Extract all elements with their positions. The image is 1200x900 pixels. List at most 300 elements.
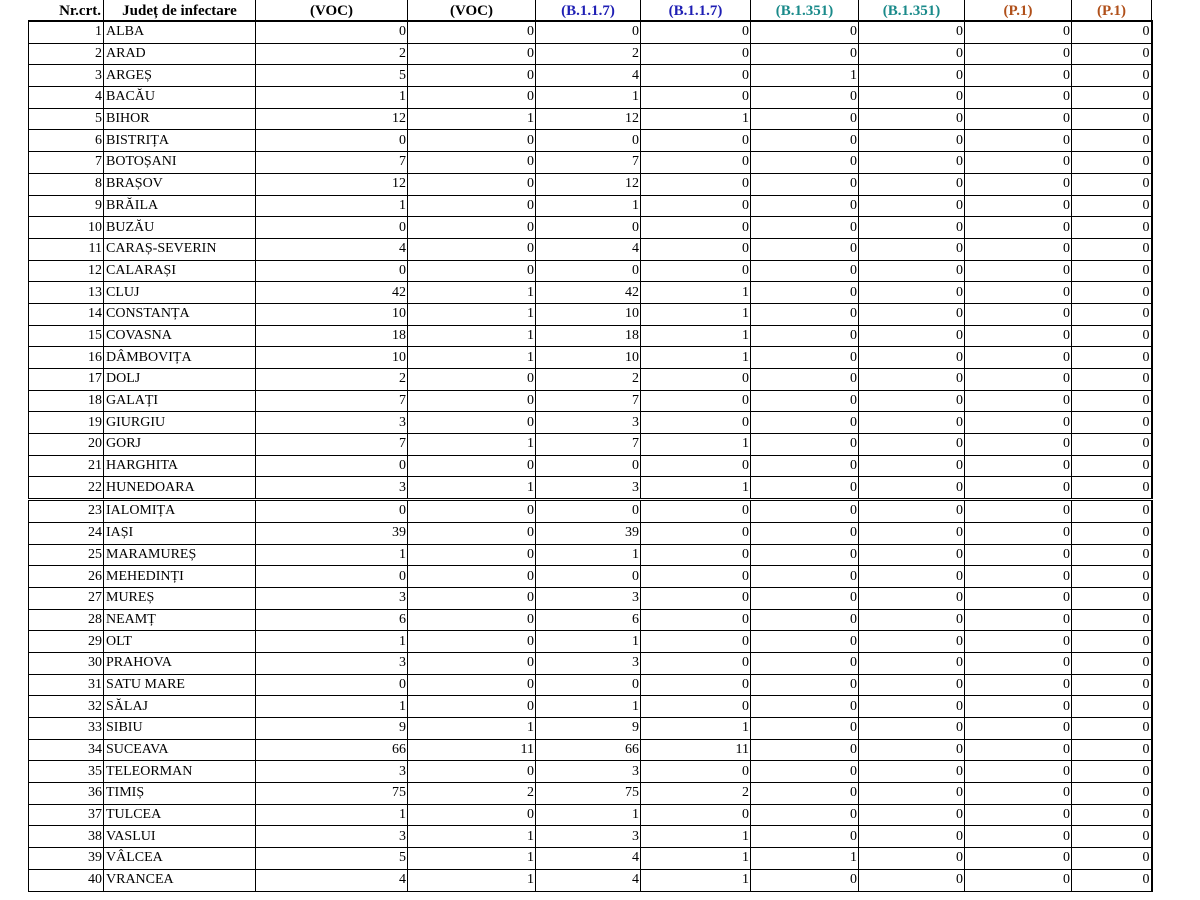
row-number-cell: 30 — [29, 652, 104, 674]
b117-second-cell: 0 — [641, 195, 751, 217]
row-number-cell: 5 — [29, 108, 104, 130]
county-name-cell: BISTRIȚA — [104, 130, 256, 152]
b1351-second-cell: 0 — [859, 434, 965, 456]
voc-second-cell: 0 — [408, 609, 536, 631]
b117-total-cell: 1 — [536, 696, 641, 718]
b117-second-cell: 1 — [641, 108, 751, 130]
b117-total-cell: 7 — [536, 152, 641, 174]
p1-total-cell: 0 — [965, 587, 1072, 609]
p1-second-cell: 0 — [1072, 21, 1152, 43]
voc-second-cell: 1 — [408, 869, 536, 891]
b1351-total-cell: 0 — [751, 455, 859, 477]
b117-second-cell: 1 — [641, 718, 751, 740]
b117-second-cell: 1 — [641, 347, 751, 369]
voc-total-cell: 1 — [256, 804, 408, 826]
p1-total-cell: 0 — [965, 522, 1072, 544]
voc-total-cell: 1 — [256, 195, 408, 217]
b1351-second-cell: 0 — [859, 674, 965, 696]
b1351-total-cell: 0 — [751, 718, 859, 740]
b1351-second-cell: 0 — [859, 761, 965, 783]
county-name-cell: CARAȘ-SEVERIN — [104, 238, 256, 260]
b1351-second-cell: 0 — [859, 652, 965, 674]
p1-total-cell: 0 — [965, 500, 1072, 523]
p1-second-cell: 0 — [1072, 260, 1152, 282]
p1-second-cell: 0 — [1072, 477, 1152, 500]
header-voc-total: (VOC) — [256, 0, 408, 21]
table-row — [29, 369, 1152, 391]
county-name-cell: ARAD — [104, 43, 256, 65]
p1-total-cell: 0 — [965, 152, 1072, 174]
b117-total-cell: 9 — [536, 718, 641, 740]
county-name-cell: SĂLAJ — [104, 696, 256, 718]
voc-second-cell: 1 — [408, 325, 536, 347]
b117-second-cell: 0 — [641, 21, 751, 43]
b1351-second-cell: 0 — [859, 869, 965, 891]
header-b1351-second: (B.1.351) — [859, 0, 965, 21]
p1-total-cell: 0 — [965, 260, 1072, 282]
voc-total-cell: 0 — [256, 21, 408, 43]
table-row — [29, 195, 1152, 217]
b117-second-cell: 0 — [641, 260, 751, 282]
table-row — [29, 783, 1152, 805]
b117-second-cell: 0 — [641, 455, 751, 477]
voc-second-cell: 0 — [408, 130, 536, 152]
header-b117-second: (B.1.1.7) — [641, 0, 751, 21]
b1351-second-cell: 0 — [859, 65, 965, 87]
b1351-total-cell: 0 — [751, 434, 859, 456]
p1-total-cell: 0 — [965, 369, 1072, 391]
b1351-total-cell: 0 — [751, 108, 859, 130]
row-number-cell: 35 — [29, 761, 104, 783]
p1-second-cell: 0 — [1072, 369, 1152, 391]
voc-total-cell: 3 — [256, 587, 408, 609]
voc-second-cell: 0 — [408, 566, 536, 588]
p1-second-cell: 0 — [1072, 652, 1152, 674]
voc-total-cell: 12 — [256, 173, 408, 195]
b1351-second-cell: 0 — [859, 108, 965, 130]
table-row — [29, 848, 1152, 870]
b117-total-cell: 0 — [536, 260, 641, 282]
voc-total-cell: 9 — [256, 718, 408, 740]
voc-total-cell: 3 — [256, 761, 408, 783]
table-row — [29, 869, 1152, 891]
b1351-total-cell: 0 — [751, 522, 859, 544]
table-row — [29, 761, 1152, 783]
p1-total-cell: 0 — [965, 718, 1072, 740]
b1351-second-cell: 0 — [859, 826, 965, 848]
row-number-cell: 40 — [29, 869, 104, 891]
county-name-cell: MARAMUREȘ — [104, 544, 256, 566]
row-number-cell: 23 — [29, 500, 104, 523]
county-name-cell: HARGHITA — [104, 455, 256, 477]
voc-second-cell: 1 — [408, 477, 536, 500]
b1351-second-cell: 0 — [859, 522, 965, 544]
p1-second-cell: 0 — [1072, 696, 1152, 718]
voc-total-cell: 0 — [256, 217, 408, 239]
b1351-total-cell: 0 — [751, 325, 859, 347]
p1-second-cell: 0 — [1072, 238, 1152, 260]
b1351-second-cell: 0 — [859, 500, 965, 523]
voc-second-cell: 0 — [408, 587, 536, 609]
voc-second-cell: 0 — [408, 21, 536, 43]
p1-second-cell: 0 — [1072, 783, 1152, 805]
p1-total-cell: 0 — [965, 826, 1072, 848]
p1-total-cell: 0 — [965, 43, 1072, 65]
voc-total-cell: 4 — [256, 238, 408, 260]
county-name-cell: CALARAȘI — [104, 260, 256, 282]
b117-total-cell: 4 — [536, 65, 641, 87]
b1351-second-cell: 0 — [859, 587, 965, 609]
table-row — [29, 652, 1152, 674]
b1351-second-cell: 0 — [859, 347, 965, 369]
table-row — [29, 347, 1152, 369]
county-name-cell: BUZĂU — [104, 217, 256, 239]
b117-second-cell: 0 — [641, 238, 751, 260]
b1351-second-cell: 0 — [859, 390, 965, 412]
b117-total-cell: 12 — [536, 173, 641, 195]
voc-second-cell: 0 — [408, 390, 536, 412]
b1351-total-cell: 0 — [751, 804, 859, 826]
county-name-cell: BRAȘOV — [104, 173, 256, 195]
county-name-cell: VASLUI — [104, 826, 256, 848]
voc-second-cell: 0 — [408, 43, 536, 65]
b1351-total-cell: 1 — [751, 65, 859, 87]
p1-total-cell: 0 — [965, 696, 1072, 718]
b1351-total-cell: 0 — [751, 696, 859, 718]
p1-total-cell: 0 — [965, 566, 1072, 588]
b1351-total-cell: 1 — [751, 848, 859, 870]
b1351-second-cell: 0 — [859, 152, 965, 174]
row-number-cell: 7 — [29, 152, 104, 174]
row-number-cell: 29 — [29, 631, 104, 653]
b1351-total-cell: 0 — [751, 21, 859, 43]
b117-total-cell: 2 — [536, 43, 641, 65]
header-nr-crt: Nr.crt. — [29, 0, 104, 21]
p1-second-cell: 0 — [1072, 739, 1152, 761]
voc-second-cell: 0 — [408, 152, 536, 174]
table-row — [29, 804, 1152, 826]
b1351-total-cell: 0 — [751, 369, 859, 391]
table-row — [29, 718, 1152, 740]
county-name-cell: IAȘI — [104, 522, 256, 544]
b117-total-cell: 3 — [536, 761, 641, 783]
b1351-second-cell: 0 — [859, 477, 965, 500]
voc-total-cell: 0 — [256, 260, 408, 282]
b117-total-cell: 2 — [536, 369, 641, 391]
row-number-cell: 36 — [29, 783, 104, 805]
voc-total-cell: 75 — [256, 783, 408, 805]
p1-total-cell: 0 — [965, 390, 1072, 412]
table-row — [29, 303, 1152, 325]
b117-second-cell: 0 — [641, 761, 751, 783]
table-row — [29, 587, 1152, 609]
county-name-cell: MUREȘ — [104, 587, 256, 609]
b117-second-cell: 0 — [641, 609, 751, 631]
row-number-cell: 39 — [29, 848, 104, 870]
voc-total-cell: 7 — [256, 434, 408, 456]
table-row — [29, 108, 1152, 130]
b1351-total-cell: 0 — [751, 631, 859, 653]
row-number-cell: 25 — [29, 544, 104, 566]
b117-total-cell: 10 — [536, 303, 641, 325]
b1351-total-cell: 0 — [751, 674, 859, 696]
b117-second-cell: 0 — [641, 566, 751, 588]
b117-total-cell: 0 — [536, 566, 641, 588]
voc-second-cell: 0 — [408, 761, 536, 783]
table-body — [29, 21, 1152, 891]
b1351-total-cell: 0 — [751, 587, 859, 609]
b117-second-cell: 0 — [641, 130, 751, 152]
row-number-cell: 34 — [29, 739, 104, 761]
b1351-second-cell: 0 — [859, 739, 965, 761]
voc-total-cell: 1 — [256, 631, 408, 653]
header-p1-second: (P.1) — [1072, 0, 1152, 21]
row-number-cell: 27 — [29, 587, 104, 609]
p1-total-cell: 0 — [965, 631, 1072, 653]
b117-second-cell: 0 — [641, 522, 751, 544]
county-name-cell: GORJ — [104, 434, 256, 456]
b117-second-cell: 0 — [641, 412, 751, 434]
voc-total-cell: 10 — [256, 347, 408, 369]
table-row — [29, 544, 1152, 566]
voc-total-cell: 1 — [256, 696, 408, 718]
b117-second-cell: 1 — [641, 325, 751, 347]
b1351-second-cell: 0 — [859, 455, 965, 477]
b117-second-cell: 0 — [641, 652, 751, 674]
row-number-cell: 21 — [29, 455, 104, 477]
b1351-total-cell: 0 — [751, 260, 859, 282]
county-name-cell: CLUJ — [104, 282, 256, 304]
voc-second-cell: 2 — [408, 783, 536, 805]
b117-second-cell: 0 — [641, 674, 751, 696]
p1-total-cell: 0 — [965, 195, 1072, 217]
table-row — [29, 434, 1152, 456]
voc-total-cell: 66 — [256, 739, 408, 761]
b117-total-cell: 1 — [536, 544, 641, 566]
b1351-total-cell: 0 — [751, 761, 859, 783]
row-number-cell: 9 — [29, 195, 104, 217]
p1-second-cell: 0 — [1072, 303, 1152, 325]
voc-total-cell: 2 — [256, 369, 408, 391]
voc-total-cell: 0 — [256, 500, 408, 523]
b1351-second-cell: 0 — [859, 260, 965, 282]
p1-second-cell: 0 — [1072, 152, 1152, 174]
header-voc-second: (VOC) — [408, 0, 536, 21]
table-row — [29, 390, 1152, 412]
table-row — [29, 566, 1152, 588]
header-b117-total: (B.1.1.7) — [536, 0, 641, 21]
p1-total-cell: 0 — [965, 65, 1072, 87]
p1-total-cell: 0 — [965, 87, 1072, 109]
b1351-total-cell: 0 — [751, 412, 859, 434]
p1-second-cell: 0 — [1072, 65, 1152, 87]
voc-second-cell: 1 — [408, 434, 536, 456]
b1351-total-cell: 0 — [751, 652, 859, 674]
p1-second-cell: 0 — [1072, 217, 1152, 239]
county-name-cell: BRĂILA — [104, 195, 256, 217]
table-row — [29, 65, 1152, 87]
row-number-cell: 14 — [29, 303, 104, 325]
b117-total-cell: 3 — [536, 652, 641, 674]
b1351-second-cell: 0 — [859, 412, 965, 434]
b117-total-cell: 1 — [536, 631, 641, 653]
b1351-total-cell: 0 — [751, 477, 859, 500]
county-name-cell: BIHOR — [104, 108, 256, 130]
b117-total-cell: 0 — [536, 455, 641, 477]
p1-second-cell: 0 — [1072, 282, 1152, 304]
b117-second-cell: 0 — [641, 804, 751, 826]
b1351-second-cell: 0 — [859, 783, 965, 805]
voc-second-cell: 1 — [408, 303, 536, 325]
p1-total-cell: 0 — [965, 652, 1072, 674]
voc-total-cell: 4 — [256, 869, 408, 891]
row-number-cell: 6 — [29, 130, 104, 152]
voc-total-cell: 6 — [256, 609, 408, 631]
b117-second-cell: 1 — [641, 434, 751, 456]
b1351-second-cell: 0 — [859, 238, 965, 260]
voc-total-cell: 7 — [256, 152, 408, 174]
voc-total-cell: 3 — [256, 826, 408, 848]
voc-second-cell: 0 — [408, 260, 536, 282]
b117-second-cell: 2 — [641, 783, 751, 805]
b117-second-cell: 1 — [641, 282, 751, 304]
p1-total-cell: 0 — [965, 347, 1072, 369]
p1-second-cell: 0 — [1072, 500, 1152, 523]
p1-total-cell: 0 — [965, 238, 1072, 260]
b1351-second-cell: 0 — [859, 544, 965, 566]
p1-total-cell: 0 — [965, 783, 1072, 805]
voc-second-cell: 1 — [408, 282, 536, 304]
b117-second-cell: 0 — [641, 544, 751, 566]
b117-second-cell: 0 — [641, 696, 751, 718]
p1-total-cell: 0 — [965, 303, 1072, 325]
b1351-total-cell: 0 — [751, 390, 859, 412]
table-row — [29, 21, 1152, 43]
row-number-cell: 13 — [29, 282, 104, 304]
county-name-cell: CONSTANȚA — [104, 303, 256, 325]
p1-second-cell: 0 — [1072, 195, 1152, 217]
header-p1-total: (P.1) — [965, 0, 1072, 21]
b117-total-cell: 0 — [536, 130, 641, 152]
b117-second-cell: 0 — [641, 152, 751, 174]
voc-second-cell: 0 — [408, 696, 536, 718]
b117-total-cell: 12 — [536, 108, 641, 130]
county-name-cell: DÂMBOVIȚA — [104, 347, 256, 369]
voc-second-cell: 11 — [408, 739, 536, 761]
b117-total-cell: 10 — [536, 347, 641, 369]
table-row — [29, 282, 1152, 304]
b1351-total-cell: 0 — [751, 566, 859, 588]
voc-total-cell: 12 — [256, 108, 408, 130]
p1-second-cell: 0 — [1072, 130, 1152, 152]
b1351-total-cell: 0 — [751, 87, 859, 109]
voc-second-cell: 0 — [408, 238, 536, 260]
b1351-second-cell: 0 — [859, 173, 965, 195]
p1-total-cell: 0 — [965, 739, 1072, 761]
b117-total-cell: 1 — [536, 804, 641, 826]
p1-second-cell: 0 — [1072, 347, 1152, 369]
table-row — [29, 173, 1152, 195]
p1-second-cell: 0 — [1072, 434, 1152, 456]
b117-second-cell: 0 — [641, 173, 751, 195]
table-row — [29, 477, 1152, 500]
p1-second-cell: 0 — [1072, 522, 1152, 544]
voc-total-cell: 3 — [256, 477, 408, 500]
b117-total-cell: 39 — [536, 522, 641, 544]
b117-second-cell: 1 — [641, 303, 751, 325]
p1-total-cell: 0 — [965, 609, 1072, 631]
row-number-cell: 19 — [29, 412, 104, 434]
p1-total-cell: 0 — [965, 869, 1072, 891]
voc-total-cell: 0 — [256, 566, 408, 588]
b1351-second-cell: 0 — [859, 21, 965, 43]
b117-total-cell: 4 — [536, 869, 641, 891]
row-number-cell: 24 — [29, 522, 104, 544]
row-number-cell: 37 — [29, 804, 104, 826]
row-number-cell: 16 — [29, 347, 104, 369]
county-name-cell: OLT — [104, 631, 256, 653]
b117-second-cell: 0 — [641, 587, 751, 609]
p1-total-cell: 0 — [965, 217, 1072, 239]
voc-total-cell: 0 — [256, 130, 408, 152]
county-name-cell: PRAHOVA — [104, 652, 256, 674]
p1-second-cell: 0 — [1072, 826, 1152, 848]
b117-total-cell: 4 — [536, 238, 641, 260]
county-name-cell: VRANCEA — [104, 869, 256, 891]
b1351-total-cell: 0 — [751, 195, 859, 217]
b117-second-cell: 11 — [641, 739, 751, 761]
b117-second-cell: 1 — [641, 869, 751, 891]
p1-second-cell: 0 — [1072, 390, 1152, 412]
voc-total-cell: 3 — [256, 412, 408, 434]
p1-second-cell: 0 — [1072, 455, 1152, 477]
voc-total-cell: 2 — [256, 43, 408, 65]
b117-total-cell: 0 — [536, 500, 641, 523]
table-row — [29, 238, 1152, 260]
voc-total-cell: 39 — [256, 522, 408, 544]
b1351-second-cell: 0 — [859, 195, 965, 217]
voc-second-cell: 0 — [408, 217, 536, 239]
voc-second-cell: 0 — [408, 804, 536, 826]
row-number-cell: 8 — [29, 173, 104, 195]
p1-total-cell: 0 — [965, 21, 1072, 43]
b1351-second-cell: 0 — [859, 631, 965, 653]
p1-second-cell: 0 — [1072, 325, 1152, 347]
voc-total-cell: 5 — [256, 65, 408, 87]
voc-total-cell: 10 — [256, 303, 408, 325]
b117-total-cell: 7 — [536, 390, 641, 412]
b117-total-cell: 18 — [536, 325, 641, 347]
b117-total-cell: 4 — [536, 848, 641, 870]
row-number-cell: 17 — [29, 369, 104, 391]
p1-total-cell: 0 — [965, 412, 1072, 434]
table-row — [29, 130, 1152, 152]
table-row — [29, 674, 1152, 696]
variants-by-county-table — [28, 0, 1153, 892]
b1351-second-cell: 0 — [859, 325, 965, 347]
p1-total-cell: 0 — [965, 848, 1072, 870]
row-number-cell: 10 — [29, 217, 104, 239]
b117-second-cell: 0 — [641, 65, 751, 87]
row-number-cell: 20 — [29, 434, 104, 456]
row-number-cell: 38 — [29, 826, 104, 848]
b1351-total-cell: 0 — [751, 739, 859, 761]
county-name-cell: TULCEA — [104, 804, 256, 826]
voc-second-cell: 0 — [408, 631, 536, 653]
voc-second-cell: 0 — [408, 195, 536, 217]
voc-total-cell: 3 — [256, 652, 408, 674]
voc-total-cell: 42 — [256, 282, 408, 304]
